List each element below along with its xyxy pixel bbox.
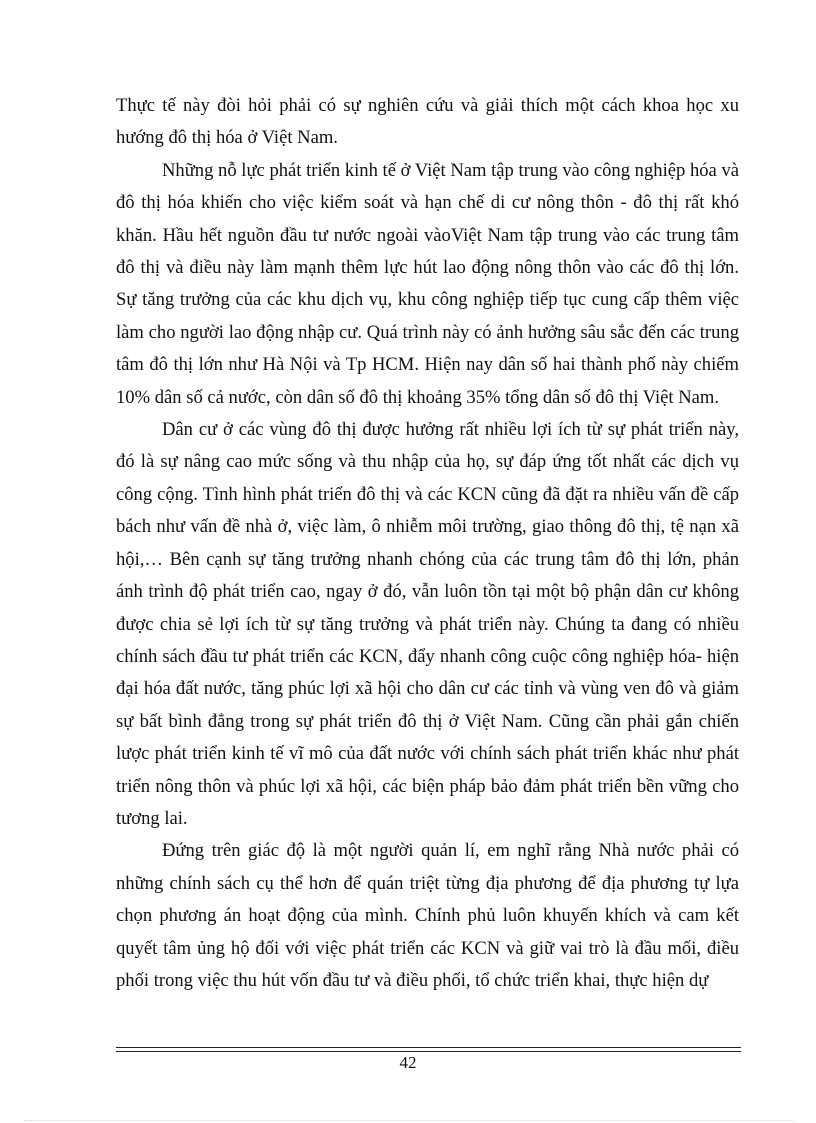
- paragraph-continued: Thực tế này đòi hỏi phải có sự nghiên cứu và giải thích một cách khoa học xu hướng đô thị hóa ở Việt Nam.: [116, 95, 739, 149]
- paragraph-management-view: Đứng trên giác độ là một người quản lí, em nghĩ rằng Nhà nước phải có những chính sách cụ thể hơn để quán triệt từng địa phương để địa phương tự lựa chọn phương án hoạt động của mình. Chính phủ luôn khuyến khích và cam kết quyết tâm ủng hộ đối với việc phát triển các KCN và giữ vai trò là đầu mối, điều phối trong việc thu hút vốn đầu tư và điều phối, tổ chức triển khai, thực hiện dự: [116, 840, 739, 991]
- paragraph-urban-residents: Dân cư ở các vùng đô thị được hưởng rất nhiều lợi ích từ sự phát triển này, đó là sự nâng cao mức sống và thu nhập của họ, sự đáp ứng tốt nhất các dịch vụ công cộng. Tình hình phát triển đô thị và các KCN cũng đã đặt ra nhiều vấn đề cấp bách như vấn đề nhà ở, việc làm, ô nhiễm môi trường, giao thông đô thị, tệ nạn xã hội,… Bên cạnh sự tăng trưởng nhanh chóng của các trung tâm đô thị lớn, phản ánh trình độ phát triển cao, ngay ở đó, vẫn luôn tồn tại một bộ phận dân cư không được chia sẻ lợi ích từ sự tăng trưởng và phát triển này. Chúng ta đang có nhiều chính sách đầu tư phát triển các KCN, đẩy nhanh công cuộc công nghiệp hóa- hiện đại hóa đất nước, tăng phúc lợi xã hội cho dân cư các tỉnh và vùng ven đô và giảm sự bất bình đẳng trong sự phát triển đô thị ở Việt Nam. Cũng cần phải gắn chiến lược phát triển kinh tế vĩ mô của đất nước với chính sách phát triển khác như phát triển nông thôn và phúc lợi xã hội, các biện pháp bảo đảm phát triển bền vững cho tương lai.: [116, 419, 739, 829]
- page-number: 42: [399, 1053, 417, 1072]
- page-edge-divider: [24, 1120, 794, 1121]
- footer-divider-top: [116, 1047, 741, 1048]
- document-body: [116, 90, 739, 997]
- paragraph-migration: Những nỗ lực phát triển kinh tế ở Việt Nam tập trung vào công nghiệp hóa và đô thị hóa khiến cho việc kiểm soát và hạn chế di cư nông thôn - đô thị rất khó khăn. Hầu hết nguồn đầu tư nước ngoài vàoViệt Nam tập trung vào các trung tâm đô thị và điều này làm mạnh thêm lực hút lao động nông thôn vào các đô thị lớn. Sự tăng trưởng của các khu dịch vụ, khu công nghiệp tiếp tục cung cấp thêm việc làm cho người lao động nhập cư. Quá trình này có ảnh hưởng sâu sắc đến các trung tâm đô thị lớn như Hà Nội và Tp HCM. Hiện nay dân số hai thành phố này chiếm 10% dân số cả nước, còn dân số đô thị khoảng 35% tổng dân số đô thị Việt Nam.: [116, 159, 739, 408]
